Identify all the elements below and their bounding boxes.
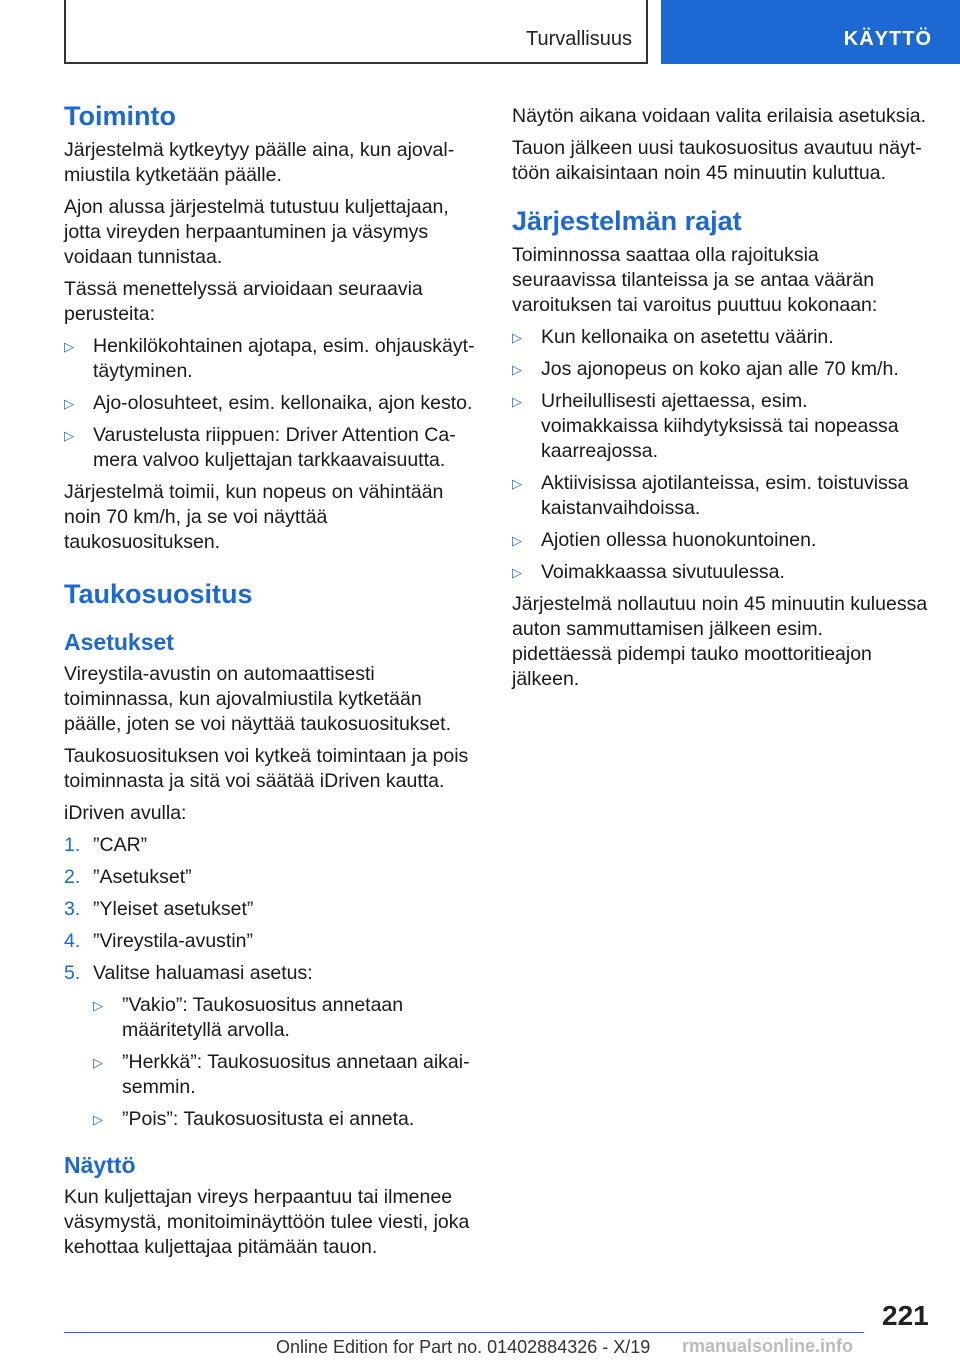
header-section-title: Turvallisuus [526,28,632,50]
list-item: ▷ Urheilullisesti ajettaessa, esim. voimakkaissa kiihdytyksissä tai nopeassa kaarreajossa. [512,389,928,464]
paragraph: Näytön aikana voidaan valita erilaisia asetuksia. [512,105,927,127]
footer-divider [64,1332,864,1333]
paragraph: Järjestelmä toimii, kun nopeus on vähintään noin 70 km/h, ja se voi näyttää taukosuosituksen. [64,481,444,553]
heading-jarjestelman-rajat: Järjestelmän rajat [512,206,742,236]
list-item: ▷ Ajo-olosuhteet, esim. kellonaika, ajon kesto. [64,391,480,416]
left-column [64,100,480,1267]
heading-naytto: Näyttö [64,1152,136,1178]
options-list [93,993,480,1132]
step-number: 3. [64,898,81,920]
step-text: Valitse haluamasi asetus: [93,962,313,984]
list-item: ▷ Varustelusta riippuen: Driver Attention Camera valvoo kuljettajan tarkkaavaisuutta. [64,423,480,473]
step-item [64,833,480,858]
step-text: ”Asetukset” [93,866,192,888]
list-item: ▷ Henkilökohtainen ajotapa, esim. ohjauskäyttäytyminen. [64,334,480,384]
step-text: ”CAR” [93,834,148,856]
paragraph: Taukosuosituksen voi kytkeä toimintaan ja pois toiminnasta ja sitä voi säätää iDriven kautta. [64,745,469,792]
paragraph: Toiminnossa saattaa olla rajoituksia seuraavissa tilanteissa ja se antaa väärän varoituksen tai varoitus puuttuu kokonaan: [512,244,878,316]
list-item: ▷ Jos ajonopeus on koko ajan alle 70 km/h. [512,357,928,382]
list-item: ▷ Kun kellonaika on asetettu väärin. [512,325,928,350]
step-item [64,929,480,954]
right-column [512,104,928,699]
step-text: ”Vireystila-avustin” [93,930,254,952]
step-item [64,897,480,922]
paragraph: Ajon alussa järjestelmä tutustuu kuljettajaan, jotta vireyden herpaantuminen ja väsymys voidaan tunnistaa. [64,196,449,268]
heading-toiminto: Toiminto [64,101,176,131]
paragraph: Tauon jälkeen uusi taukosuositus avautuu näyttöön aikaisintaan noin 45 minuutin kuluttua. [512,137,922,184]
paragraph: Vireystila-avustin on automaattisesti toiminnassa, kun ajovalmiustila kytketään päälle, joten se voi näyttää taukosuositukset. [64,663,451,735]
list-item: ▷ ”Vakio”: Taukosuositus annetaan määritetyllä arvolla. [93,993,480,1043]
list-item: ▷ Ajotien ollessa huonokuntoinen. [512,528,928,553]
footer-watermark: rmanualsonline.info [682,1336,854,1356]
list-item: ▷ ”Pois”: Taukosuositusta ei anneta. [93,1107,480,1132]
steps-list [64,833,480,1132]
step-text: ”Yleiset asetukset” [93,898,254,920]
list-item: ▷ Aktiivisissa ajotilanteissa, esim. toistuvissa kaistanvaihdoissa. [512,471,928,521]
step-item [64,865,480,890]
list-item: ▷ ”Herkkä”: Taukosuositus annetaan aikaisemmin. [93,1050,480,1100]
limits-list [512,325,928,585]
step-number: 4. [64,930,81,952]
heading-asetukset: Asetukset [64,629,174,655]
heading-taukosuositus: Taukosuositus [64,579,253,609]
paragraph: Järjestelmä kytkeytyy päälle aina, kun ajovalmiustila kytketään päälle. [64,139,455,186]
step-number: 5. [64,962,81,984]
step-number: 2. [64,866,81,888]
header-chapter-tab: KÄYTTÖ [661,0,960,64]
footer-edition: Online Edition for Part no. 01402884326 - X/19 [276,1337,651,1357]
step-item [64,961,480,1132]
paragraph: Järjestelmä nollautuu noin 45 minuutin kuluessa auton sammuttamisen jälkeen esim. pidettäessä pidempi tauko moottoritieajon jälkeen. [512,593,928,690]
paragraph: iDriven avulla: [64,802,187,824]
paragraph: Tässä menettelyssä arvioidaan seuraavia perusteita: [64,278,423,325]
paragraph: Kun kuljettajan vireys herpaantuu tai ilmenee väsymystä, monitoiminäyttöön tulee viesti, joka kehottaa kuljettajaa pitämään tauon. [64,1186,470,1258]
step-number: 1. [64,834,81,856]
criteria-list [64,334,480,473]
page-number: 221 [882,1300,929,1331]
list-item: ▷ Voimakkaassa sivutuulessa. [512,560,928,585]
